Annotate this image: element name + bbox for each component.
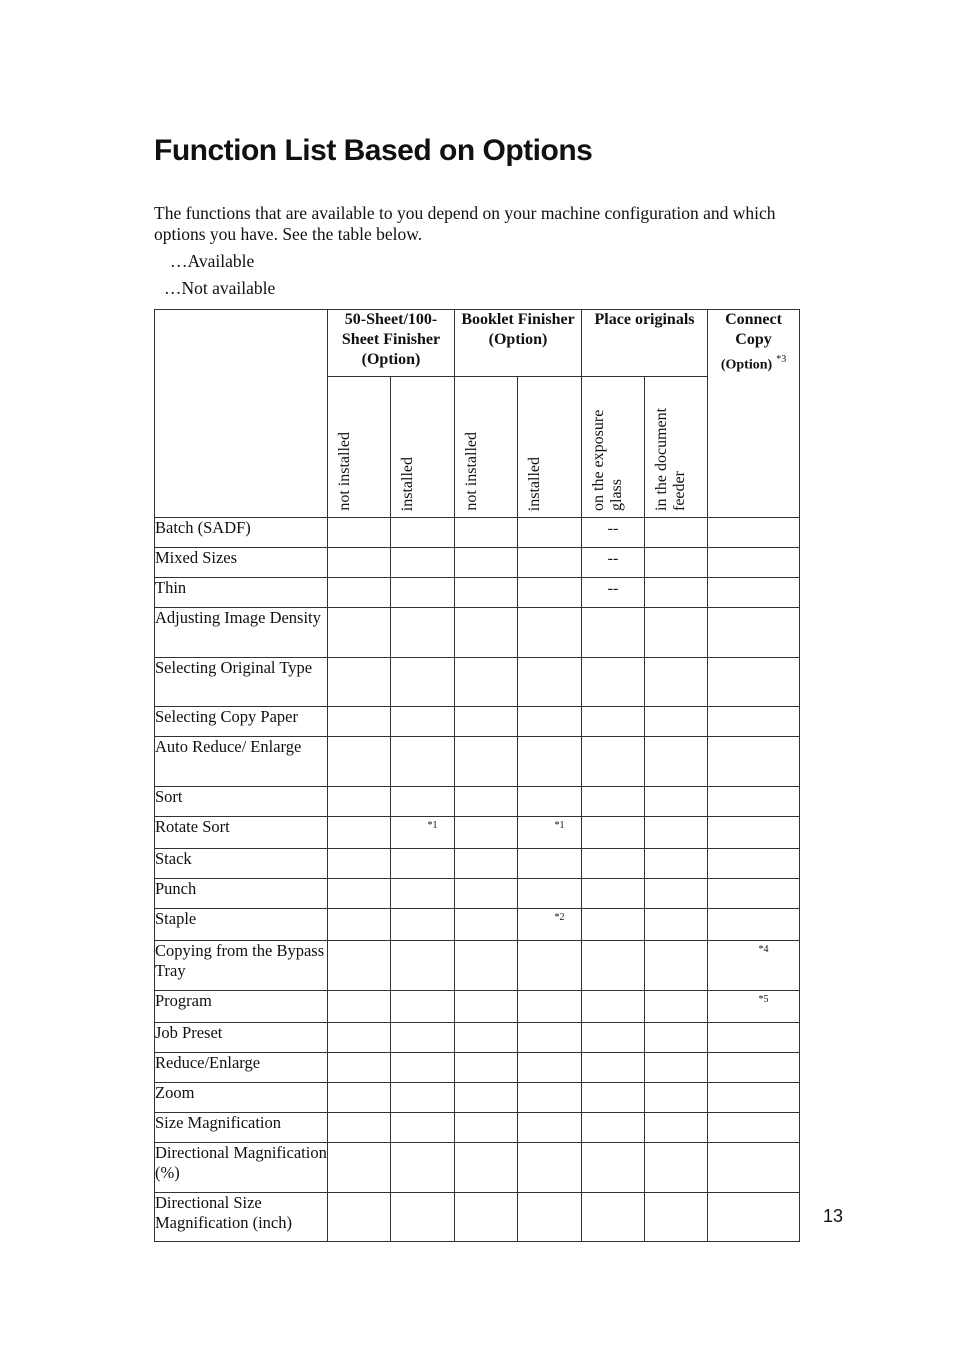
cell-finisher-installed — [391, 1023, 455, 1053]
cell-booklet-not-installed — [455, 1083, 518, 1113]
footnote-marker: *1 — [554, 820, 565, 831]
subheader-label: on the exposure glass — [590, 409, 625, 511]
footnote-marker: *2 — [554, 912, 565, 923]
cell-finisher-installed — [391, 578, 455, 608]
cell-connect-copy — [708, 1193, 800, 1242]
header-corner — [155, 310, 328, 518]
cell-booklet-installed — [518, 879, 582, 909]
cell-finisher-installed — [391, 817, 455, 849]
cell-connect-copy — [708, 707, 800, 737]
cell-finisher-installed — [391, 1083, 455, 1113]
not-applicable-mark: -- — [607, 550, 619, 567]
cell-finisher-installed — [391, 518, 455, 548]
cell-connect-copy — [708, 817, 800, 849]
page-number: 13 — [823, 1206, 844, 1226]
cell-finisher-installed — [391, 1193, 455, 1242]
cell-connect-copy — [708, 1143, 800, 1193]
table-row — [155, 849, 800, 879]
cell-booklet-installed — [518, 1053, 582, 1083]
cell-exposure-glass — [582, 737, 645, 787]
cell-connect-copy — [708, 787, 800, 817]
cell-document-feeder — [645, 707, 708, 737]
cell-connect-copy — [708, 658, 800, 707]
cell-booklet-not-installed — [455, 849, 518, 879]
cell-connect-copy — [708, 1083, 800, 1113]
table-row — [155, 1053, 800, 1083]
subheader-label: installed — [399, 456, 416, 511]
cell-booklet-not-installed — [455, 737, 518, 787]
cell-finisher-installed — [391, 548, 455, 578]
cell-booklet-installed — [518, 1113, 582, 1143]
cell-finisher-not-installed — [328, 518, 391, 548]
cell-document-feeder — [645, 608, 708, 658]
cell-booklet-installed — [518, 849, 582, 879]
cell-booklet-installed — [518, 1023, 582, 1053]
function-name: Staple — [155, 909, 328, 941]
cell-exposure-glass — [582, 518, 645, 548]
table-row — [155, 879, 800, 909]
function-name: Copying from the Bypass Tray — [155, 941, 328, 991]
function-name: Job Preset — [155, 1023, 328, 1053]
cell-document-feeder — [645, 518, 708, 548]
cell-booklet-not-installed — [455, 578, 518, 608]
cell-document-feeder — [645, 658, 708, 707]
header-connect-copy-label: Connect Copy — [725, 311, 782, 348]
table-row — [155, 518, 800, 548]
header-finisher: 50-Sheet/100-Sheet Finisher (Option) — [328, 310, 455, 377]
function-table — [154, 309, 800, 1242]
function-name: Rotate Sort — [155, 817, 328, 849]
cell-finisher-installed — [391, 1113, 455, 1143]
function-name: Sort — [155, 787, 328, 817]
header-booklet-finisher: Booklet Finisher (Option) — [455, 310, 582, 377]
table-row — [155, 941, 800, 991]
header-place-originals: Place originals — [582, 310, 708, 377]
cell-connect-copy — [708, 518, 800, 548]
cell-booklet-not-installed — [455, 707, 518, 737]
table-row — [155, 1113, 800, 1143]
cell-finisher-not-installed — [328, 1083, 391, 1113]
function-name: Directional Size Magnification (inch) — [155, 1193, 328, 1242]
subheader-label: not installed — [336, 432, 353, 511]
cell-exposure-glass — [582, 1083, 645, 1113]
cell-finisher-installed — [391, 991, 455, 1023]
table-body — [155, 518, 800, 1242]
table-row — [155, 1023, 800, 1053]
cell-document-feeder — [645, 991, 708, 1023]
cell-exposure-glass — [582, 909, 645, 941]
cell-finisher-installed — [391, 941, 455, 991]
subheader-label: in the document feeder — [653, 407, 688, 511]
subheader-finisher-not-installed — [328, 377, 391, 518]
cell-exposure-glass — [582, 817, 645, 849]
cell-finisher-installed — [391, 879, 455, 909]
cell-booklet-installed — [518, 658, 582, 707]
cell-booklet-not-installed — [455, 817, 518, 849]
cell-connect-copy — [708, 578, 800, 608]
function-name: Punch — [155, 879, 328, 909]
cell-exposure-glass — [582, 941, 645, 991]
subheader-label: not installed — [463, 432, 480, 511]
legend-available: …Available — [170, 251, 255, 271]
function-name: Auto Reduce/ Enlarge — [155, 737, 328, 787]
table-row — [155, 1083, 800, 1113]
cell-exposure-glass — [582, 1143, 645, 1193]
cell-exposure-glass — [582, 1023, 645, 1053]
function-name: Directional Magnification (%) — [155, 1143, 328, 1193]
cell-connect-copy — [708, 608, 800, 658]
cell-document-feeder — [645, 909, 708, 941]
subheader-booklet-not-installed — [455, 377, 518, 518]
cell-connect-copy — [708, 991, 800, 1023]
cell-exposure-glass — [582, 787, 645, 817]
cell-document-feeder — [645, 941, 708, 991]
not-applicable-mark: -- — [607, 580, 619, 597]
function-name: Size Magnification — [155, 1113, 328, 1143]
table-row — [155, 737, 800, 787]
cell-connect-copy — [708, 909, 800, 941]
cell-document-feeder — [645, 787, 708, 817]
cell-finisher-not-installed — [328, 991, 391, 1023]
function-name: Mixed Sizes — [155, 548, 328, 578]
cell-booklet-installed — [518, 737, 582, 787]
table-row — [155, 608, 800, 658]
table-row — [155, 707, 800, 737]
cell-document-feeder — [645, 737, 708, 787]
cell-finisher-installed — [391, 1053, 455, 1083]
header-connect-copy — [708, 310, 800, 518]
cell-document-feeder — [645, 1053, 708, 1083]
cell-finisher-not-installed — [328, 909, 391, 941]
cell-booklet-installed — [518, 991, 582, 1023]
subheader-finisher-installed — [391, 377, 455, 518]
function-name: Stack — [155, 849, 328, 879]
cell-booklet-not-installed — [455, 658, 518, 707]
cell-connect-copy — [708, 548, 800, 578]
cell-booklet-installed — [518, 909, 582, 941]
cell-finisher-not-installed — [328, 737, 391, 787]
footnote-marker: *4 — [758, 944, 769, 955]
cell-document-feeder — [645, 1113, 708, 1143]
subheader-label: installed — [526, 456, 543, 511]
cell-booklet-installed — [518, 548, 582, 578]
header-connect-copy-note: *3 — [776, 354, 787, 365]
cell-booklet-installed — [518, 518, 582, 548]
cell-finisher-not-installed — [328, 658, 391, 707]
table-row — [155, 991, 800, 1023]
intro-paragraph: The functions that are available to you depend on your machine configuration and which options you have. See the table below. — [154, 203, 776, 244]
cell-exposure-glass — [582, 548, 645, 578]
function-name: Selecting Original Type — [155, 658, 328, 707]
cell-booklet-not-installed — [455, 991, 518, 1023]
cell-finisher-not-installed — [328, 608, 391, 658]
cell-booklet-not-installed — [455, 1023, 518, 1053]
cell-finisher-installed — [391, 787, 455, 817]
table-row — [155, 817, 800, 849]
cell-connect-copy — [708, 1113, 800, 1143]
cell-booklet-installed — [518, 1143, 582, 1193]
cell-finisher-not-installed — [328, 707, 391, 737]
cell-document-feeder — [645, 879, 708, 909]
cell-document-feeder — [645, 817, 708, 849]
table-row — [155, 909, 800, 941]
cell-document-feeder — [645, 578, 708, 608]
function-name: Zoom — [155, 1083, 328, 1113]
cell-finisher-not-installed — [328, 1143, 391, 1193]
cell-booklet-not-installed — [455, 1113, 518, 1143]
cell-finisher-not-installed — [328, 1053, 391, 1083]
cell-exposure-glass — [582, 879, 645, 909]
subheader-exposure-glass — [582, 377, 645, 518]
cell-document-feeder — [645, 1193, 708, 1242]
header-row-groups — [155, 310, 800, 377]
cell-exposure-glass — [582, 1053, 645, 1083]
cell-exposure-glass — [582, 1193, 645, 1242]
not-applicable-mark: -- — [607, 520, 619, 537]
cell-document-feeder — [645, 1083, 708, 1113]
cell-booklet-not-installed — [455, 909, 518, 941]
table-row — [155, 548, 800, 578]
cell-document-feeder — [645, 849, 708, 879]
cell-booklet-not-installed — [455, 518, 518, 548]
cell-finisher-installed — [391, 849, 455, 879]
cell-finisher-not-installed — [328, 879, 391, 909]
cell-booklet-not-installed — [455, 548, 518, 578]
cell-exposure-glass — [582, 849, 645, 879]
cell-finisher-not-installed — [328, 548, 391, 578]
cell-finisher-not-installed — [328, 1193, 391, 1242]
function-name: Thin — [155, 578, 328, 608]
function-name: Selecting Copy Paper — [155, 707, 328, 737]
cell-booklet-not-installed — [455, 879, 518, 909]
cell-finisher-not-installed — [328, 578, 391, 608]
cell-connect-copy — [708, 737, 800, 787]
cell-booklet-not-installed — [455, 941, 518, 991]
table-row — [155, 787, 800, 817]
footnote-marker: *5 — [758, 994, 769, 1005]
cell-booklet-installed — [518, 608, 582, 658]
cell-finisher-not-installed — [328, 849, 391, 879]
page-title: Function List Based on Options — [154, 134, 593, 167]
cell-connect-copy — [708, 879, 800, 909]
cell-exposure-glass — [582, 991, 645, 1023]
cell-exposure-glass — [582, 608, 645, 658]
cell-booklet-not-installed — [455, 1143, 518, 1193]
cell-connect-copy — [708, 941, 800, 991]
function-name: Adjusting Image Density — [155, 608, 328, 658]
footnote-marker: *1 — [427, 820, 438, 831]
cell-booklet-installed — [518, 787, 582, 817]
table-row — [155, 1143, 800, 1193]
cell-finisher-installed — [391, 737, 455, 787]
cell-finisher-installed — [391, 1143, 455, 1193]
cell-finisher-installed — [391, 909, 455, 941]
cell-exposure-glass — [582, 1113, 645, 1143]
cell-document-feeder — [645, 1143, 708, 1193]
cell-booklet-installed — [518, 941, 582, 991]
cell-booklet-installed — [518, 707, 582, 737]
cell-finisher-not-installed — [328, 1023, 391, 1053]
cell-booklet-installed — [518, 817, 582, 849]
table-row — [155, 578, 800, 608]
subheader-booklet-installed — [518, 377, 582, 518]
cell-finisher-installed — [391, 707, 455, 737]
cell-finisher-not-installed — [328, 1113, 391, 1143]
table-row — [155, 1193, 800, 1242]
cell-connect-copy — [708, 1053, 800, 1083]
cell-finisher-installed — [391, 658, 455, 707]
cell-booklet-not-installed — [455, 608, 518, 658]
cell-booklet-not-installed — [455, 787, 518, 817]
function-name: Batch (SADF) — [155, 518, 328, 548]
subheader-document-feeder — [645, 377, 708, 518]
table-row — [155, 658, 800, 707]
function-name: Reduce/Enlarge — [155, 1053, 328, 1083]
cell-connect-copy — [708, 849, 800, 879]
function-name: Program — [155, 991, 328, 1023]
legend-not-available: …Not available — [164, 278, 276, 298]
cell-booklet-installed — [518, 1083, 582, 1113]
cell-booklet-not-installed — [455, 1193, 518, 1242]
cell-finisher-not-installed — [328, 787, 391, 817]
cell-document-feeder — [645, 1023, 708, 1053]
cell-booklet-not-installed — [455, 1053, 518, 1083]
cell-connect-copy — [708, 1023, 800, 1053]
cell-exposure-glass — [582, 658, 645, 707]
cell-booklet-installed — [518, 1193, 582, 1242]
cell-booklet-installed — [518, 578, 582, 608]
cell-finisher-not-installed — [328, 817, 391, 849]
cell-exposure-glass — [582, 578, 645, 608]
header-connect-copy-option: (Option) — [720, 357, 773, 373]
cell-exposure-glass — [582, 707, 645, 737]
cell-finisher-installed — [391, 608, 455, 658]
cell-finisher-not-installed — [328, 941, 391, 991]
cell-document-feeder — [645, 548, 708, 578]
